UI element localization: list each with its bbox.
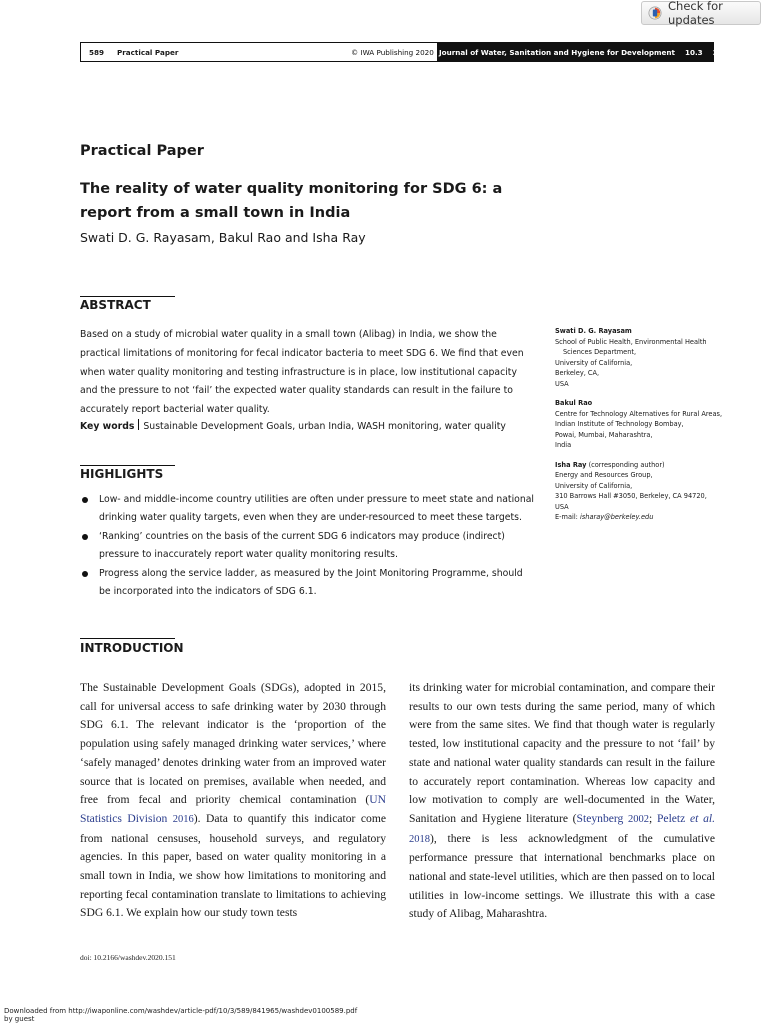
affiliation-line: USA	[555, 379, 569, 388]
abstract-heading: ABSTRACT	[80, 298, 151, 312]
journal-banner	[437, 42, 733, 62]
page-number: 589	[89, 48, 105, 57]
citation-link[interactable]: Peletz et al. 2018	[409, 811, 715, 845]
affiliation-name: Isha Ray	[555, 460, 587, 469]
copyright: © IWA Publishing 2020	[351, 48, 434, 57]
list-item	[80, 528, 536, 565]
highlight-text: ‘Ranking’ countries on the basis of the current SDG 6 indicators may produce (indirect) pressure to inaccurately report water quality monitoring results.	[99, 530, 505, 561]
citation-separator: ;	[649, 811, 657, 825]
affiliation	[555, 398, 725, 451]
affiliation-line: School of Public Health, Environmental Health	[555, 337, 707, 346]
bullet-icon	[82, 571, 88, 577]
affiliation-line: Sciences Department,	[563, 348, 637, 356]
affiliation-line: Energy and Resources Group,	[555, 471, 653, 479]
affiliation-name: Swati D. G. Rayasam	[555, 327, 632, 335]
highlights-heading: HIGHLIGHTS	[80, 467, 164, 481]
affiliation-line: India	[555, 441, 572, 449]
highlight-text: Progress along the service ladder, as measured by the Joint Monitoring Programme, should be incorporated into the indicators of SDG 6.1.	[99, 567, 523, 598]
keywords-list: Sustainable Development Goals, urban India, WASH monitoring, water quality	[143, 421, 506, 432]
affiliation-line: Indian Institute of Technology Bombay,	[555, 420, 684, 428]
affiliation-line: USA	[555, 502, 569, 511]
section-rule	[80, 638, 175, 639]
keywords	[80, 418, 536, 436]
section-rule	[80, 465, 175, 466]
affiliation-line: Berkeley, CA,	[555, 369, 600, 377]
email-address[interactable]: isharay@berkeley.edu	[580, 513, 654, 521]
affiliation-line: University of California,	[555, 481, 633, 490]
article-type: Practical Paper	[80, 143, 204, 159]
affiliation-note: (corresponding author)	[588, 460, 665, 469]
abstract-text: Based on a study of microbial water quality in a small town (Alibag) in India, we show the practical limitations of monitoring for fecal indicator bacteria to meet SDG 6. We find that even when water quality monitoring and testing infrastructure is in place, low institutional capacity and the pressure to not ‘fail’ the expected water quality standards can result in the failure to accurately report bacterial water quality.	[80, 329, 524, 416]
paragraph-text: The Sustainable Development Goals (SDGs), adopted in 2015, call for universal access to safe drinking water by 2030 through SDG 6.1. The relevant indicator is the ‘proportion of the population using safely managed drinking water services,’ where ‘safely managed’ denotes drinking water from an improved water source that is located on premises, available when needed, and free from fecal and priority chemical contamination (	[80, 681, 386, 807]
check-for-updates-label: Check for updates	[668, 0, 723, 27]
citation-link[interactable]: Steynberg 2002	[576, 811, 650, 825]
section-rule	[80, 296, 175, 297]
paragraph-text: ), there is less acknowledgment of the cumulative performance pressure that international benchmarks place on national and state-level utilities, which are then passed on to local utilities in low-income settings. We illustrate this with a case study of Alibag, Maharashtra.	[409, 831, 715, 921]
download-note	[4, 1007, 357, 1023]
list-item	[80, 565, 536, 602]
download-user: by guest	[4, 1015, 35, 1023]
download-url: Downloaded from http://iwaponline.com/washdev/article-pdf/10/3/589/841965/washdev0100589.pdf	[4, 1007, 358, 1015]
body-column-right	[409, 679, 715, 924]
journal-name: Journal of Water, Sanitation and Hygiene for Development	[439, 47, 675, 57]
journal-volume: 10.3	[684, 47, 703, 57]
check-for-updates-icon	[648, 5, 662, 21]
keywords-label: Key words	[80, 421, 135, 432]
affiliation-line: Powai, Mumbai, Maharashtra,	[555, 430, 653, 439]
author-list: Swati D. G. Rayasam, Bakul Rao and Isha Ray	[80, 230, 366, 245]
check-for-updates-button[interactable]	[641, 1, 761, 25]
separator	[138, 419, 139, 430]
affiliation	[555, 326, 725, 389]
introduction-heading: INTRODUCTION	[80, 641, 184, 655]
running-header	[80, 42, 733, 62]
email-label: E-mail:	[555, 513, 578, 521]
paragraph-text: ). Data to quantify this indicator come from national censuses, household surveys, and regulatory agencies. In this paper, based on water quality monitoring in a small town in India, we show how limitations to monitoring and reporting fecal contamination translate to limitations to achieving SDG 6.1. We explain how our study town tests	[80, 811, 386, 920]
body-column-left	[80, 679, 386, 923]
affiliation-line: 310 Barrows Hall #3050, Berkeley, CA 94720,	[555, 492, 707, 500]
highlights-list	[80, 491, 536, 601]
journal-year: 2020	[712, 47, 733, 57]
affiliation	[555, 460, 725, 523]
paragraph-text: its drinking water for microbial contamination, and compare their results to our own tests during the same period, many of which were from the same sites. We find that though water is regularly tested, low institutional capacity and the pressure to not ‘fail’ by state and national water quality standards can result in the failure to accurately report contamination. Whereas low capacity and low motivation to comply are well-documented in the Water, Sanitation and Hygiene literature (	[409, 681, 715, 825]
bullet-icon	[82, 534, 88, 540]
header-article-type: Practical Paper	[117, 48, 179, 57]
affiliation-line: Centre for Technology Alternatives for Rural Areas,	[555, 409, 723, 418]
affiliation-line: University of California,	[555, 358, 633, 367]
bullet-icon	[82, 497, 88, 503]
affiliation-name: Bakul Rao	[555, 399, 593, 407]
article-title: The reality of water quality monitoring for SDG 6: a report from a small town in India	[80, 181, 503, 221]
list-item	[80, 491, 536, 528]
highlight-text: Low- and middle-income country utilities are often under pressure to meet state and national drinking water quality targets, even when they are under-resourced to meet these targets.	[99, 494, 535, 524]
doi: doi: 10.2166/washdev.2020.151	[80, 953, 176, 962]
affiliations	[555, 326, 725, 528]
citation-link[interactable]: UN Statistics Division 2016	[80, 793, 386, 825]
